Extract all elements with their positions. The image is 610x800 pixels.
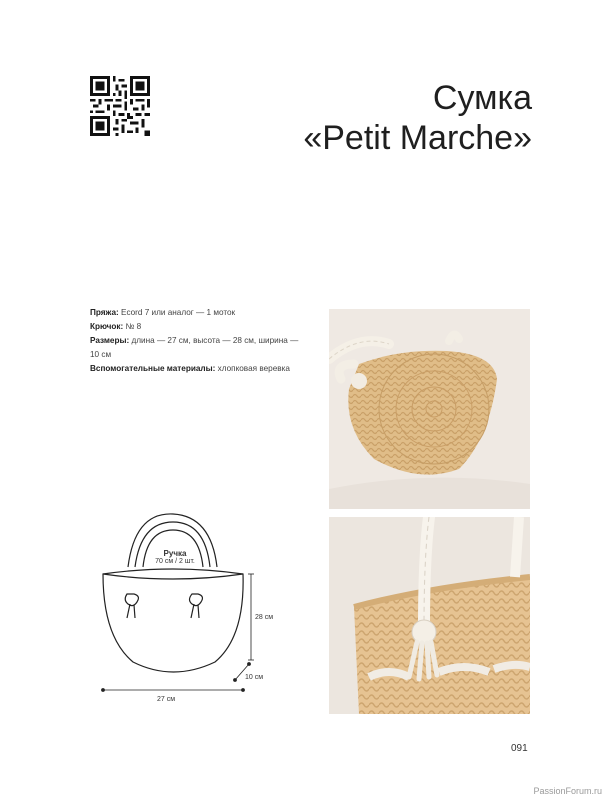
hook-label: Крючок: — [90, 322, 124, 331]
size-spec — [90, 334, 302, 362]
aux-label: Вспомогательные материалы: — [90, 364, 216, 373]
bag-dimension-diagram — [95, 512, 285, 712]
handle-knot-right — [190, 594, 203, 606]
handle-note: 70 см / 2 шт. — [155, 558, 195, 565]
aux-spec — [90, 362, 302, 376]
yarn-spec — [90, 306, 302, 320]
yarn-label: Пряжа: — [90, 308, 119, 317]
bag-bottom-photo — [329, 309, 530, 509]
page-number: 091 — [511, 743, 528, 754]
aux-value: хлопковая веревка — [215, 364, 290, 373]
size-label: Размеры: — [90, 336, 130, 345]
title-line-1: Сумка — [432, 79, 532, 117]
size-value: длина — 27 см, высота — 28 см, ширина — 10 см — [90, 336, 299, 359]
yarn-value: Ecord 7 или аналог — 1 моток — [118, 308, 236, 317]
page-title — [303, 78, 532, 158]
depth-label: 10 см — [245, 674, 264, 681]
length-label: 27 см — [157, 696, 176, 703]
bag-side-photo — [329, 517, 530, 714]
watermark: PassionForum.ru — [533, 786, 602, 796]
height-label: 28 см — [255, 614, 274, 621]
title-line-2: «Petit Marche» — [303, 119, 532, 157]
pattern-specs — [90, 306, 302, 376]
hook-value: № 8 — [123, 322, 142, 331]
handle-title: Ручка — [163, 549, 187, 558]
handle-knot-left — [125, 594, 138, 606]
bag-body-outline — [103, 569, 243, 672]
qr-code — [90, 76, 150, 136]
handle-label — [152, 549, 198, 565]
hook-spec — [90, 320, 302, 334]
